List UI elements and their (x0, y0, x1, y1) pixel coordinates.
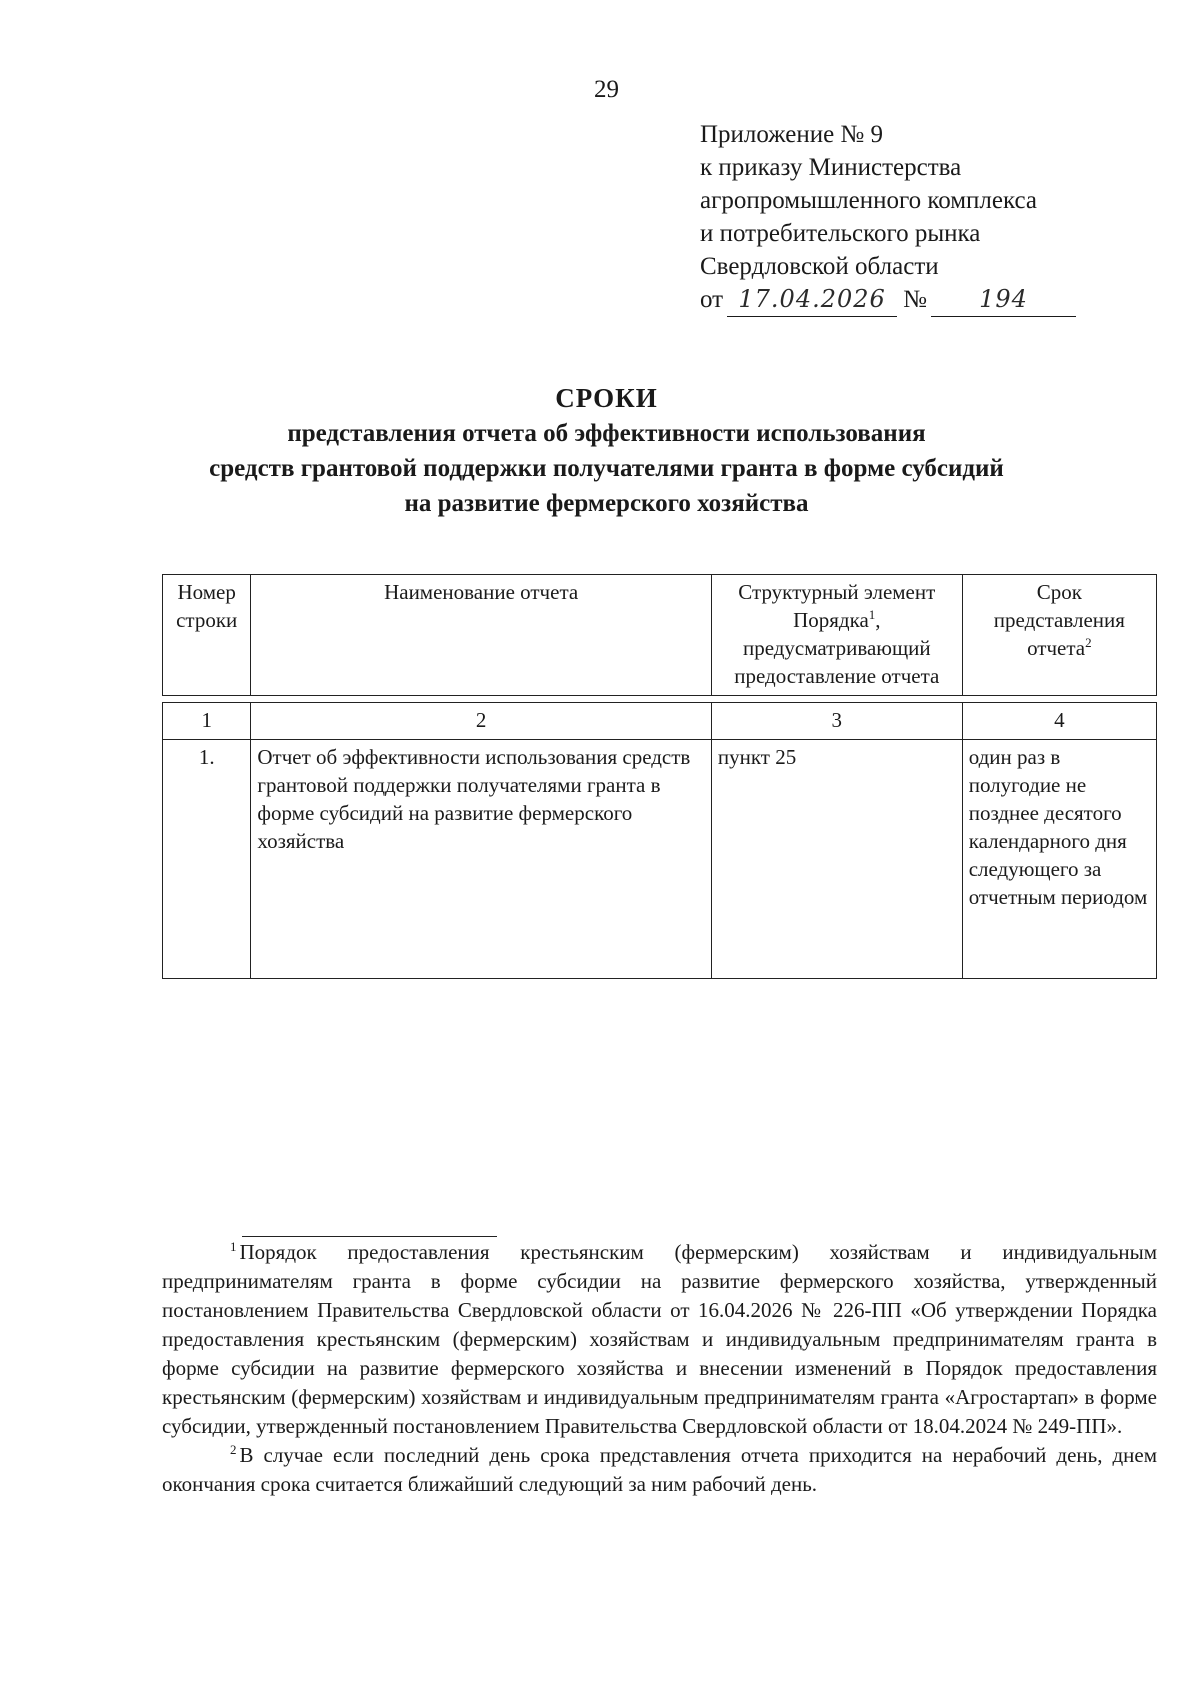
number-prefix: № (903, 286, 927, 313)
report-name-cell: Отчет об эффективности использования средств грантовой поддержки получателями гранта в форме субсидий на развитие фермерского хозяйства (251, 740, 712, 979)
document-title (0, 380, 1200, 521)
row-number-cell: 1. (163, 740, 251, 979)
page-number: 29 (594, 76, 619, 103)
header-row-number: Номер строки (163, 575, 251, 696)
structural-element-cell: пункт 25 (711, 740, 962, 979)
report-deadlines-table (162, 574, 1157, 979)
title-subline: на развитие фермерского хозяйства (404, 490, 809, 517)
title-main: СРОКИ (555, 383, 658, 413)
column-number: 2 (251, 703, 712, 740)
table-gap (163, 696, 1157, 703)
header-structural-element: Структурный элемент Порядка$^1$, предусматривающий предоставление отчета (711, 575, 962, 696)
table-header-row (163, 575, 1157, 696)
column-number: 3 (711, 703, 962, 740)
appendix-line: Приложение № 9 (700, 121, 884, 148)
deadline-cell: один раз в полугодие не позднее десятого календарного дня следующего за отчетным периодом (962, 740, 1156, 979)
header-report-name: Наименование отчета (251, 575, 712, 696)
footnotes (162, 1236, 1157, 1499)
appendix-header (700, 118, 1120, 316)
footnote: $^2$ В случае если последний день срока представления отчета приходится на нерабочий день, днем окончания срока считается ближайший следующий за ним рабочий день. (162, 1442, 1157, 1496)
appendix-line: и потребительского рынка (700, 220, 981, 247)
appendix-line: Свердловской области (700, 253, 939, 280)
title-subline: средств грантовой поддержки получателями гранта в форме субсидий (209, 455, 1004, 482)
column-number: 4 (962, 703, 1156, 740)
order-date-number (700, 283, 1120, 316)
table-row (163, 740, 1157, 979)
appendix-line: агропромышленного комплекса (700, 187, 1038, 214)
column-numbers-row (163, 703, 1157, 740)
handwritten-date: 17.04.2026 (727, 283, 897, 317)
footnote: $^1$ Порядок предоставления крестьянским (фермерским) хозяйствам и индивидуальным предпринимателям гранта в форме субсидии на развитие фермерского хозяйства, утвержденный постановлением Правительства Свердловской области от 16.04.2026 № 226-ПП «Об утверждении Порядка предоставления крестьянским (фермерским) хозяйствам и индивидуальным предпринимателям гранта в форме субсидии на развитие фермерского хозяйства и внесении изменений в Порядок предоставления крестьянским (фермерским) хозяйствам и индивидуальным предпринимателям гранта «Агростартап» в форме субсидии, утвержденный постановлением Правительства Свердловской области от 18.04.2024 № 249-ПП». (162, 1239, 1157, 1438)
footnote-divider (242, 1236, 497, 1237)
handwritten-number: 194 (931, 283, 1076, 317)
date-prefix: от (700, 286, 724, 313)
column-number: 1 (163, 703, 251, 740)
header-deadline: Срок представления отчета$^2$ (962, 575, 1156, 696)
appendix-line: к приказу Министерства (700, 154, 962, 181)
title-subline: представления отчета об эффективности использования (287, 420, 926, 447)
